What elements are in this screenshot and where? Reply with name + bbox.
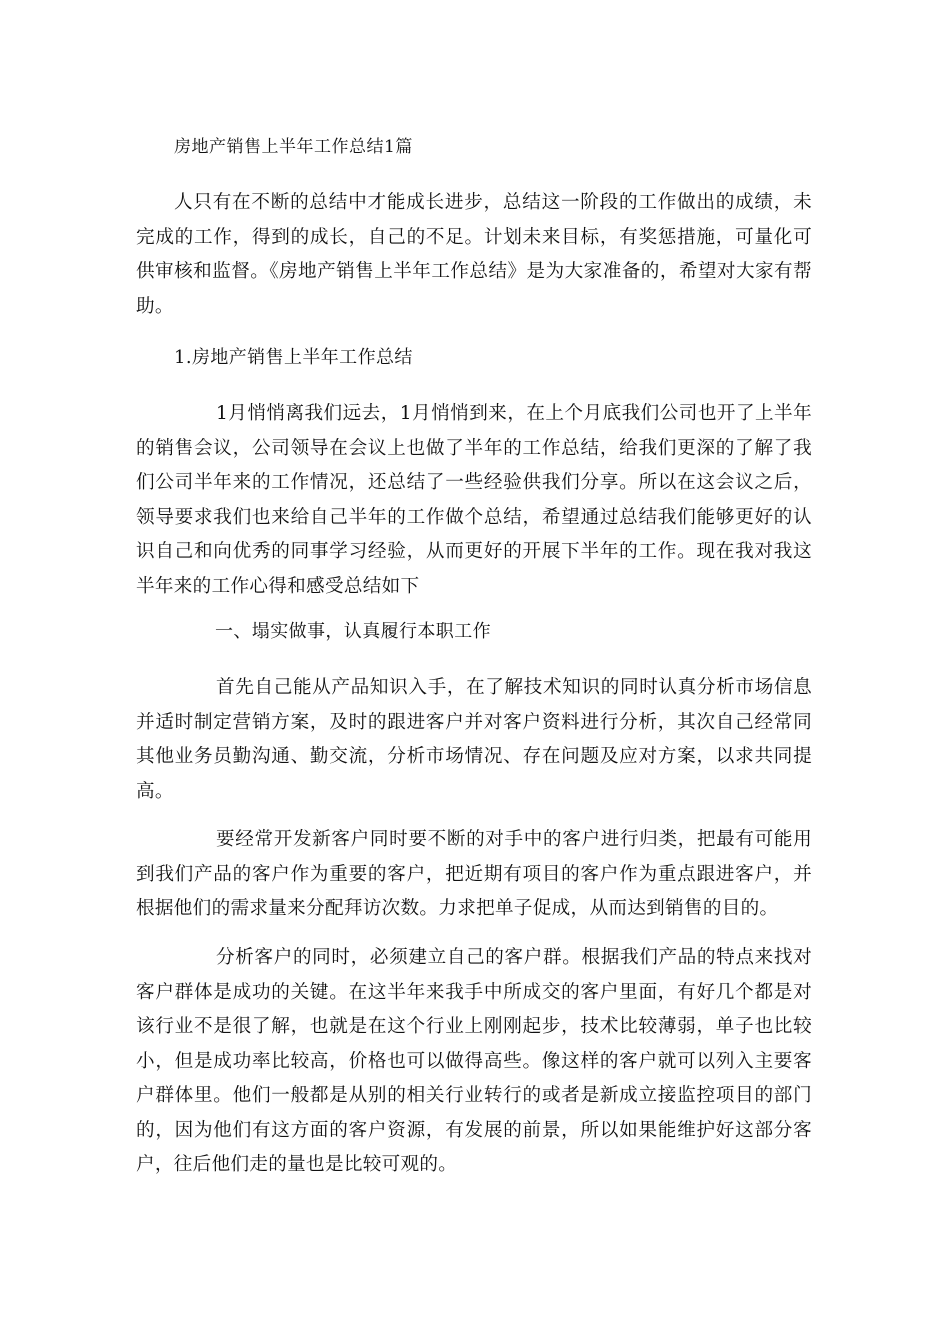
body-paragraph: 首先自己能从产品知识入手，在了解技术知识的同时认真分析市场信息并适时制定营销方案，及时的跟进客户并对客户资料进行分析，其次自己经常同其他业务员勤沟通、勤交流，分析市场情况、存在问题及应对方案，以求共同提高。 [136,677,812,802]
intro-paragraph: 人只有在不断的总结中才能成长进步，总结这一阶段的工作做出的成绩，未完成的工作，得到的成长，自己的不足。计划未来目标，有奖惩措施，可量化可供审核和监督。《房地产销售上半年工作总结》是为大家准备的，希望对大家有帮助。 [136,192,812,317]
section-heading: 1.房地产销售上半年工作总结 [174,347,413,368]
subheading: 一、塌实做事，认真履行本职工作 [215,621,491,642]
document-title: 房地产销售上半年工作总结1篇 [174,137,413,157]
section-paragraph: 1月悄悄离我们远去，1月悄悄到来，在上个月底我们公司也开了上半年的销售会议，公司领导在会议上也做了半年的工作总结，给我们更深的了解了我们公司半年来的工作情况，还总结了一些经验供我们分享。所以在这会议之后，领导要求我们也来给自己半年的工作做个总结，希望通过总结我们能够更好的认识自己和向优秀的同事学习经验，从而更好的开展下半年的工作。现在我对我这半年来的工作心得和感受总结如下 [136,403,812,597]
body-paragraph: 分析客户的同时，必须建立自己的客户群。根据我们产品的特点来找对客户群体是成功的关键。在这半年来我手中所成交的客户里面，有好几个都是对该行业不是很了解，也就是在这个行业上刚刚起步，技术比较薄弱，单子也比较小，但是成功率比较高，价格也可以做得高些。像这样的客户就可以列入主要客户群体里。他们一般都是从别的相关行业转行的或者是新成立接监控项目的部门的，因为他们有这方面的客户资源，有发展的前景，所以如果能维护好这部分客户，往后他们走的量也是比较可观的。 [136,947,812,1175]
body-paragraph: 要经常开发新客户同时要不断的对手中的客户进行归类，把最有可能用到我们产品的客户作为重要的客户，把近期有项目的客户作为重点跟进客户，并根据他们的需求量来分配拜访次数。力求把单子促成，从而达到销售的目的。 [136,829,812,919]
